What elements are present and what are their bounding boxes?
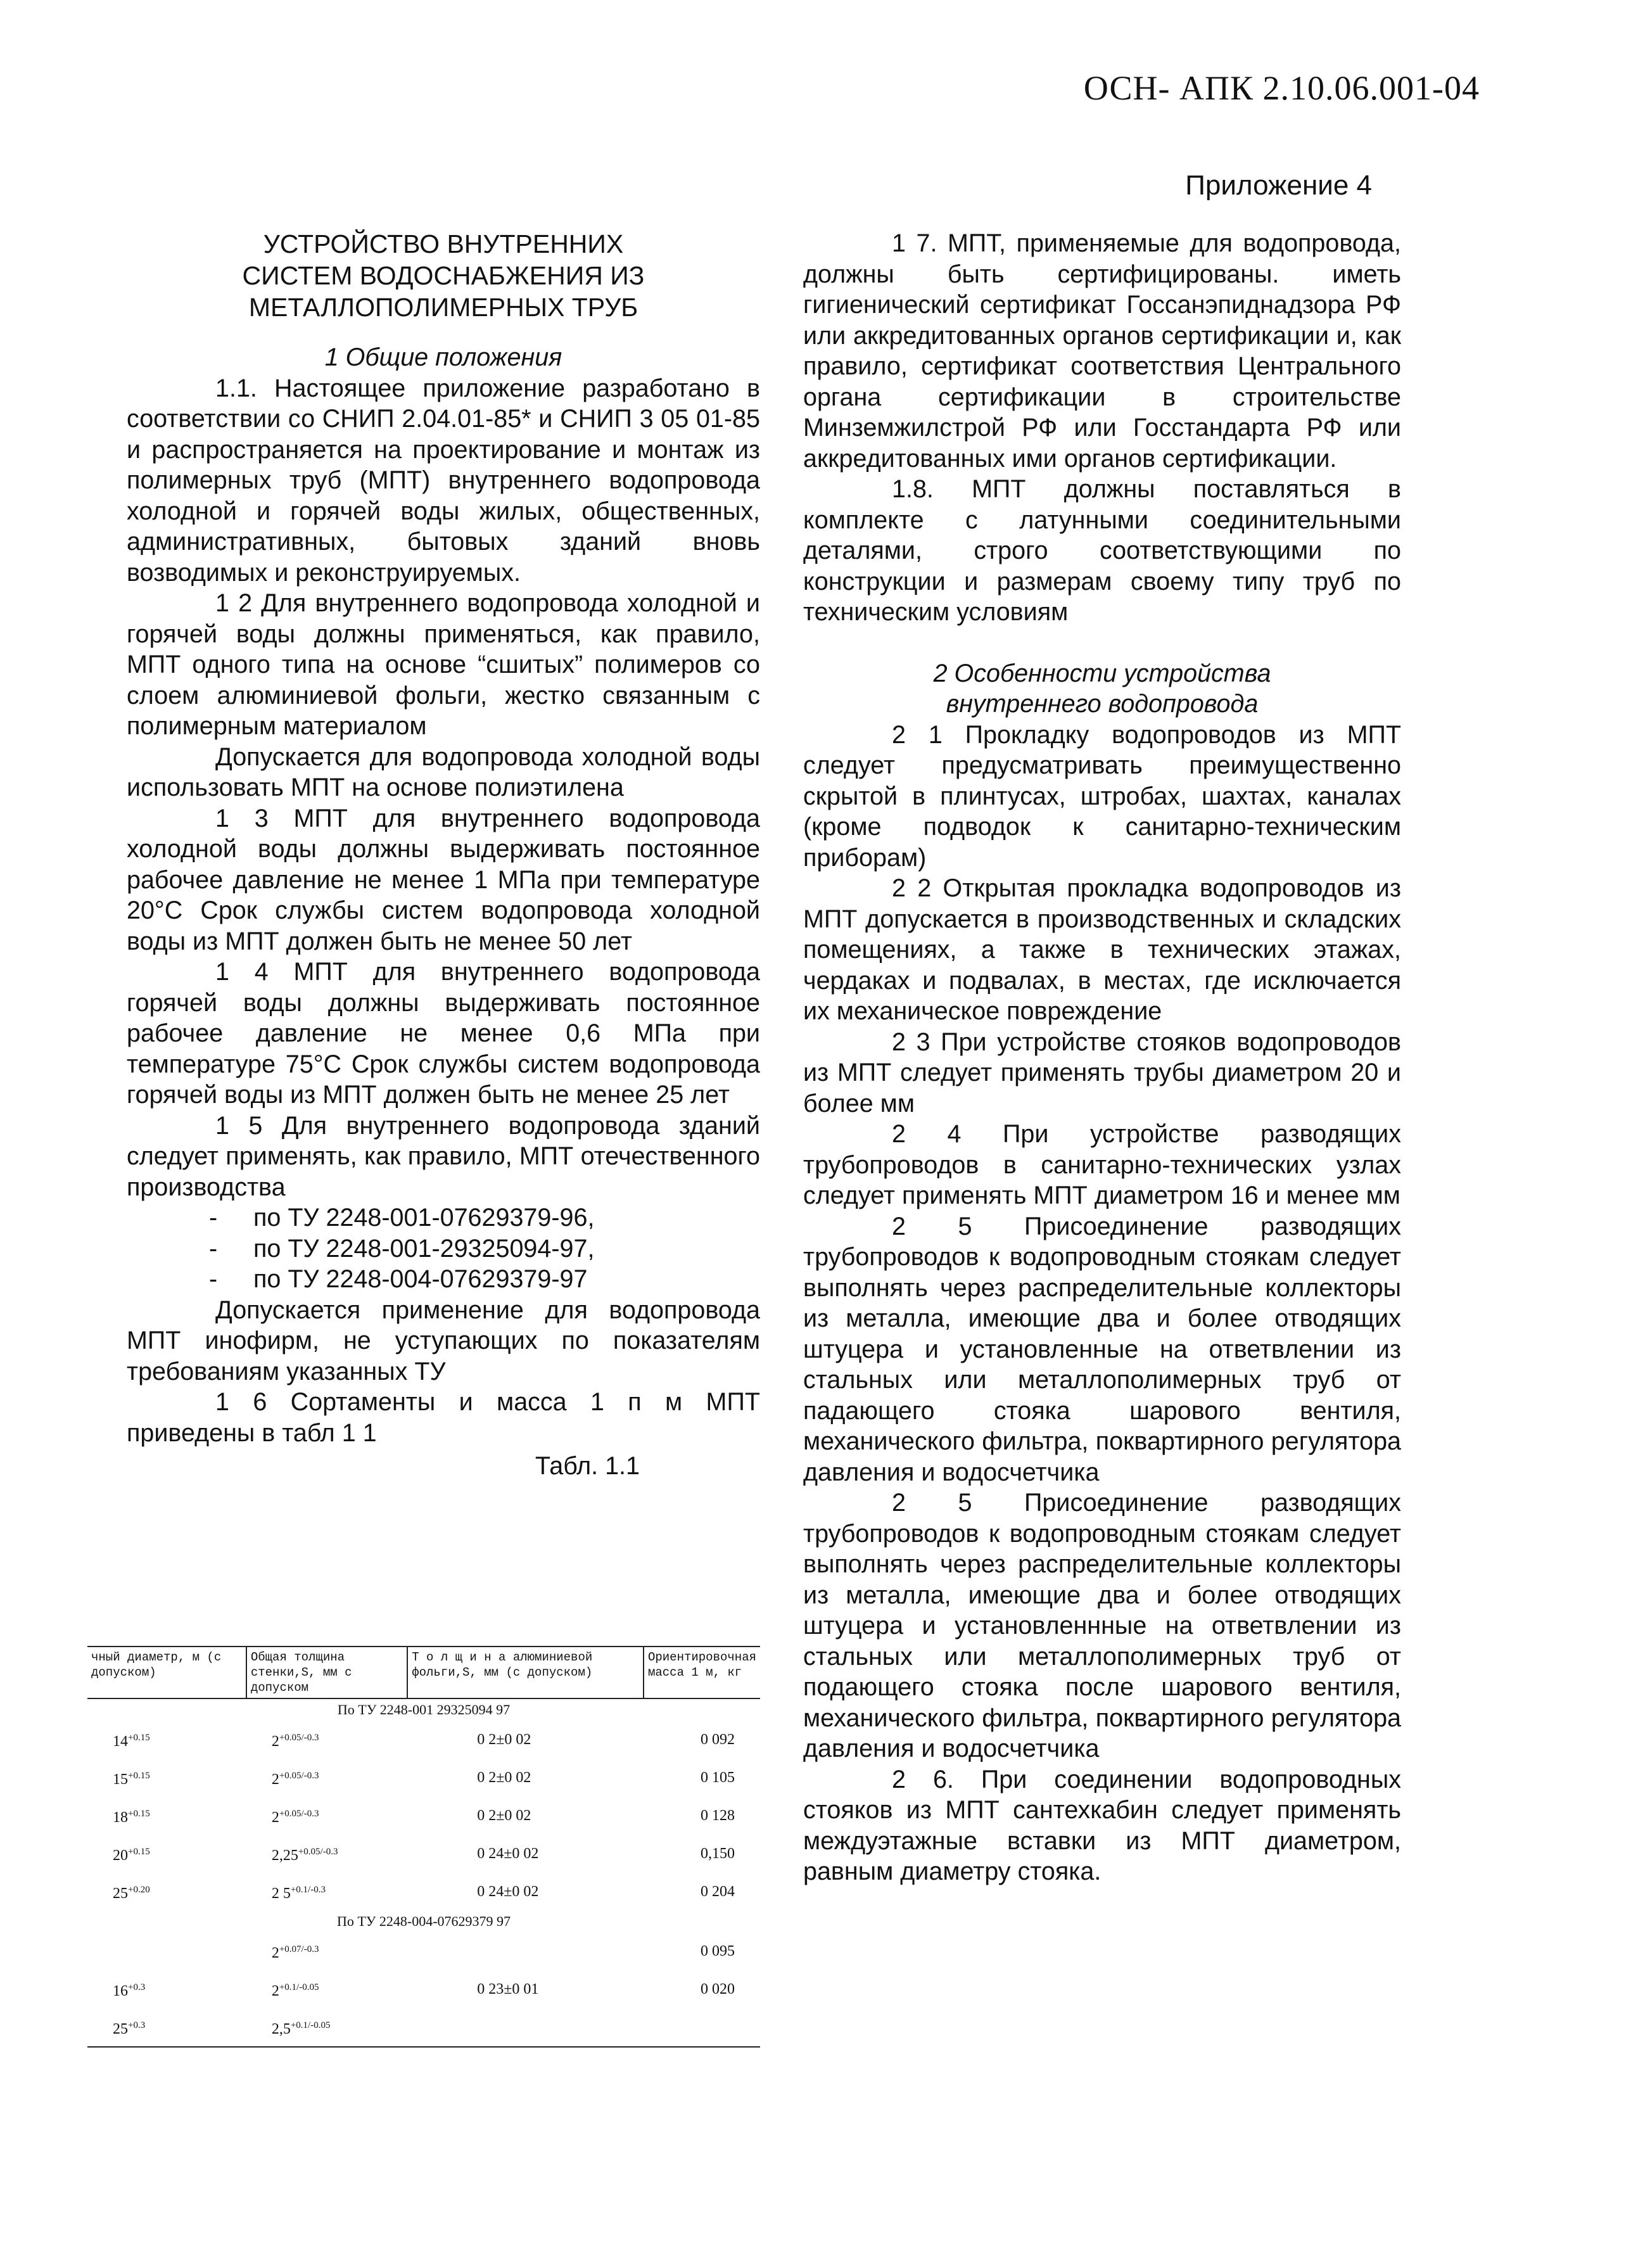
- table-group-row: [87, 1698, 760, 1721]
- mass-cell: 0 095: [700, 1943, 735, 1959]
- paragraph-1-2-allowance: Допускается для водопровода холодной воды использовать МПТ на основе полиэтилена: [127, 742, 760, 801]
- paragraph-1-7: 1 7. МПТ, применяемые для водопровода, должны быть сертифицированы. иметь гигиенический сертификат Госсанэпиднадзора РФ или аккредитованных органов сертификации и, как правило, сертификат соответствия Центрального органа сертификации в строительстве Минземжилстрой РФ или Госстандарта РФ или аккредитованных ими органов сертификации.: [803, 229, 1401, 473]
- section-1-heading: 1 Общие положения: [324, 343, 562, 371]
- diameter-cell: $15^{+0.15}$: [113, 1771, 150, 1788]
- foil-thickness-cell: 0 2±0 02: [477, 1769, 531, 1786]
- paragraph-2-3: 2 3 При устройстве стояков водопроводов из МПТ следует применять трубы диаметром 20 и более мм: [803, 1028, 1401, 1118]
- tolerance-mark: +0.05/-0.3: [298, 1847, 338, 1857]
- table-group-row: [87, 1911, 760, 1932]
- paragraph-1-6: 1 6 Сортаменты и масса 1 п м МПТ приведены в табл 1 1: [127, 1388, 760, 1447]
- tolerance-mark: +0.20: [128, 1885, 150, 1895]
- tolerance-mark: +0.05/-0.3: [279, 1809, 319, 1819]
- wall-thickness-cell: $2,5^{+0.1/-0.05}$: [246, 2008, 407, 2047]
- tolerance-mark: +0.15: [128, 1733, 150, 1743]
- paragraph-2-4: 2 4 При устройстве разводящих трубопроводов в санитарно-технических узлах следует применять МПТ диаметром 16 и менее мм: [803, 1120, 1401, 1209]
- column-header: Общая толщина стенки,S, мм с допуском: [246, 1647, 407, 1698]
- paragraph-2-2: 2 2 Открытая прокладка водопроводов из МПТ допускается в производственных и складских помещениях, а также в технических этажах, чердаках и подвалах, в местах, где исключается их механическое повреждение: [803, 874, 1401, 1025]
- paragraph-1-3: 1 3 МПТ для внутреннего водопровода холодной воды должны выдерживать постоянное рабочее давление не менее 1 МПа при температуре 20°С Срок службы систем водопровода холодной воды из МПТ должен быть не менее 50 лет: [127, 804, 760, 955]
- tolerance-mark: +0.1/-0.05: [290, 2020, 331, 2030]
- paragraph-1-5-allowance: Допускается применение для водопровода МПТ инофирм, не уступающих по показателям требованиям указанных ТУ: [127, 1296, 760, 1386]
- tolerance-mark: +0.15: [128, 1847, 150, 1857]
- foil-thickness-cell: [407, 1932, 644, 1970]
- appendix-label: Приложение 4: [1185, 170, 1372, 201]
- group-label: По ТУ 2248-004-07629379 97: [336, 1913, 511, 1929]
- tolerance-mark: +0.07/-0.3: [279, 1944, 319, 1954]
- mass-cell: 0 128: [700, 1807, 735, 1824]
- title-line: МЕТАЛЛОПОЛИМЕРНЫХ ТРУБ: [248, 293, 638, 322]
- right-column: [803, 228, 1401, 1887]
- diameter-cell: $16^{+0.3}$: [113, 1982, 146, 1999]
- left-column: [127, 228, 760, 1482]
- paragraph-1-8: 1.8. МПТ должны поставляться в комплекте с латунными соединительными деталями, строго соответствующими по конструкции и размерам своему типу труб по техническим условиям: [803, 475, 1401, 626]
- wall-thickness-cell: $2^{+0.1/-0.05}$: [271, 1982, 319, 1999]
- foil-thickness-cell: 0 23±0 01: [477, 1981, 539, 1997]
- wall-thickness-cell: $2^{+0.05/-0.3}$: [271, 1733, 319, 1750]
- diameter-cell: $25^{+0.20}$: [113, 1885, 150, 1902]
- table-row: [87, 1835, 760, 1873]
- diameter-cell: [87, 1932, 246, 1970]
- mass-cell: 0 092: [700, 1731, 735, 1748]
- title-line: УСТРОЙСТВО ВНУТРЕННИХ: [263, 229, 624, 258]
- document-code: ОСН- АПК 2.10.06.001-04: [1083, 69, 1480, 107]
- foil-thickness-cell: 0 24±0 02: [477, 1883, 539, 1900]
- column-header: Ориентировочная масса 1 м, кг: [644, 1647, 760, 1698]
- tolerance-mark: +0.1/-0.05: [279, 1982, 319, 1992]
- table-row: [87, 1970, 760, 2008]
- table-row: [87, 2008, 760, 2047]
- foil-thickness-cell: 0 24±0 02: [477, 1845, 539, 1862]
- tolerance-mark: +0.05/-0.3: [279, 1733, 319, 1743]
- tolerance-mark: +0.3: [128, 2020, 146, 2030]
- wall-thickness-cell: 2 $5^{+0.1/-0.3}$: [271, 1885, 326, 1902]
- foil-thickness-cell: 0 2±0 02: [477, 1807, 531, 1824]
- list-item: - по ТУ 2248-001-07629379-96,: [127, 1202, 760, 1233]
- mass-cell: 0 204: [700, 1883, 735, 1900]
- specs-table: [87, 1646, 760, 2048]
- paragraph-2-5: 2 5 Присоединение разводящих трубопроводов к водопроводным стоякам следует выполнять через распределительные коллекторы из металла, имеющие два и более отводящих штуцера и установленные на ответвлении из стальных или металлополимерных труб от падающего стояка шарового вентиля, механического фильтра, поквартирного регулятора давления и водосчетчика: [803, 1212, 1401, 1486]
- table-row: [87, 1721, 760, 1759]
- foil-thickness-cell: [407, 2008, 644, 2047]
- paragraph-1-1: 1.1. Настоящее приложение разработано в соответствии со СНИП 2.04.01-85* и СНИП 3 05 01-85 и распространяется на проектирование и монтаж из полимерных труб (МПТ) внутреннего водопровода холодной и горячей воды жилых, общественных, административных, бытовых зданий вновь возводимых и реконструируемых.: [127, 374, 760, 587]
- table-row: [87, 1873, 760, 1911]
- table-row: [87, 1759, 760, 1797]
- tolerance-mark: +0.1/-0.3: [290, 1885, 326, 1895]
- column-header: чный диаметр, м (с допуском): [87, 1647, 246, 1698]
- foil-thickness-cell: 0 2±0 02: [477, 1731, 531, 1748]
- mass-cell: 0 020: [700, 1981, 735, 1997]
- title-line: СИСТЕМ ВОДОСНАБЖЕНИЯ ИЗ: [242, 261, 645, 290]
- column-header: Т о л щ и н а алюминиевой фольги,S, мм (с допуском): [407, 1647, 644, 1698]
- table-caption: Табл. 1.1: [535, 1452, 640, 1480]
- paragraph-1-5: 1 5 Для внутреннего водопровода зданий следует применять, как правило, МПТ отечественного производства: [127, 1111, 760, 1201]
- wall-thickness-cell: $2^{+0.05/-0.3}$: [271, 1809, 319, 1826]
- mass-cell: 0 105: [700, 1769, 735, 1786]
- list-item: - по ТУ 2248-004-07629379-97: [127, 1264, 760, 1295]
- paragraph-1-4: 1 4 МПТ для внутреннего водопровода горячей воды должны выдерживать постоянное рабочее давление не менее 0,6 МПа при температуре 75°С Срок службы систем водопровода горячей воды из МПТ должен быть не менее 25 лет: [127, 958, 760, 1109]
- wall-thickness-cell: $2,25^{+0.05/-0.3}$: [271, 1847, 338, 1864]
- paragraph-2-1: 2 1 Прокладку водопроводов из МПТ следует предусматривать преимущественно скрытой в плинтусах, штробах, шахтах, каналах (кроме подводок к санитарно-техническим приборам): [803, 720, 1401, 872]
- wall-thickness-cell: $2^{+0.05/-0.3}$: [271, 1771, 319, 1788]
- diameter-cell: $25^{+0.3}$: [87, 2008, 246, 2047]
- tolerance-mark: +0.05/-0.3: [279, 1771, 319, 1781]
- paragraph-2-5-revised: 2 5 Присоединение разводящих трубопроводов к водопроводным стоякам следует выполнять через распределительные коллекторы из металла, имеющие два и более отводящих штуцера и установленнные на ответвлении из стальных или металлополимерных труб от подающего стояка после шарового вентиля, механического фильтра, поквартирного регулятора давления и водосчетчика: [803, 1489, 1401, 1762]
- group-label: По ТУ 2248-001 29325094 97: [337, 1702, 511, 1717]
- mass-cell: 0,150: [700, 1845, 735, 1862]
- diameter-cell: $18^{+0.15}$: [113, 1809, 150, 1826]
- diameter-cell: $20^{+0.15}$: [113, 1847, 150, 1864]
- tolerance-mark: +0.15: [128, 1809, 150, 1819]
- mass-cell: [644, 2008, 760, 2047]
- table-row: [87, 1932, 760, 1970]
- diameter-cell: $14^{+0.15}$: [113, 1733, 150, 1750]
- wall-thickness-cell: $2^{+0.07/-0.3}$: [271, 1944, 319, 1961]
- document-title: [127, 228, 760, 323]
- specs-table-wrap: [87, 1646, 760, 2048]
- list-item: - по ТУ 2248-001-29325094-97,: [127, 1233, 760, 1265]
- tu-list: [127, 1202, 760, 1295]
- paragraph-2-6: 2 6. При соединении водопроводных стояков из МПТ сантехкабин следует применять междуэтажные вставки из МПТ диаметром, равным диаметру стояка.: [803, 1765, 1401, 1885]
- paragraph-1-2: 1 2 Для внутреннего водопровода холодной и горячей воды должны применяться, как правило, МПТ одного типа на основе “сшитых” полимеров со слоем алюминиевой фольги, жестко связанным с полимерным материалом: [127, 589, 760, 740]
- tolerance-mark: +0.3: [128, 1982, 146, 1992]
- table-row: [87, 1797, 760, 1835]
- table-header-row: [87, 1647, 760, 1698]
- section-2-heading: 2 Особенности устройства внутреннего водопровода: [933, 659, 1271, 718]
- tolerance-mark: +0.15: [128, 1771, 150, 1781]
